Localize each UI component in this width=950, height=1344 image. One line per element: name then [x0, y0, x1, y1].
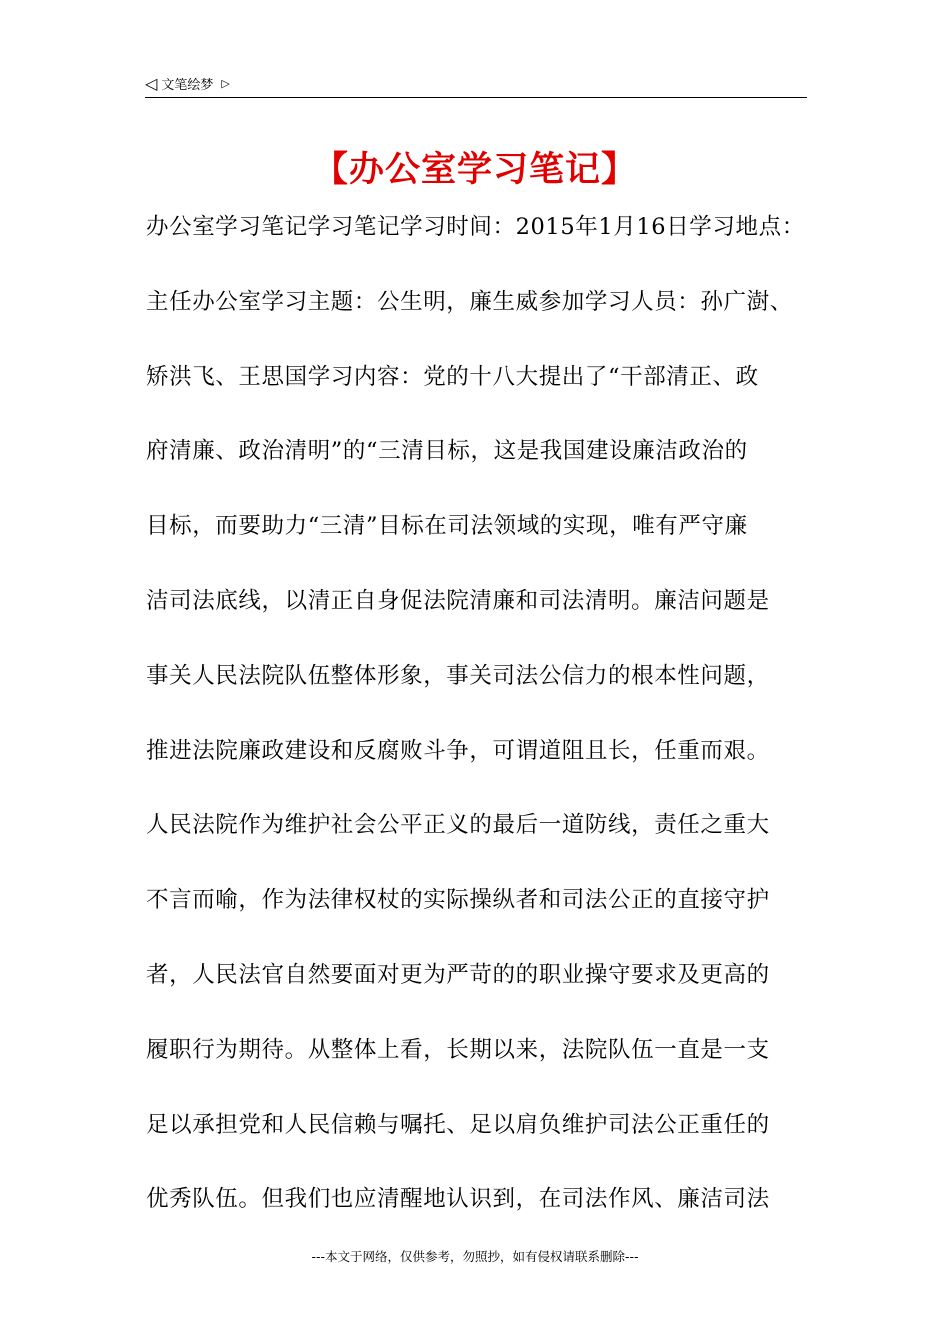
triangle-right-icon: ▷: [221, 77, 230, 90]
body-line: 不言而喻，作为法律权杖的实际操纵者和司法公正的直接守护: [146, 887, 770, 914]
body-line: 矫洪飞、王思国学习内容：党的十八大提出了“干部清正、政: [146, 363, 759, 390]
body-line: 府清廉、政治清明”的“三清目标，这是我国建设廉洁政治的: [146, 438, 748, 465]
body-line: 人民法院作为维护社会公平正义的最后一道防线，责任之重大: [146, 812, 770, 839]
body-line: 足以承担党和人民信赖与嘱托、足以肩负维护司法公正重任的: [146, 1111, 770, 1138]
page-footer: ---本文于网络，仅供参考，勿照抄，如有侵权请联系删除---: [311, 1249, 639, 1264]
header-rule: [145, 97, 807, 98]
body-line: 主任办公室学习主题：公生明，廉生威参加学习人员：孙广澍、: [146, 288, 793, 315]
body-line: 优秀队伍。但我们也应清醒地认识到，在司法作风、廉洁司法: [146, 1186, 770, 1213]
page-header: [145, 74, 230, 93]
body-line: 洁司法底线，以清正自身促法院清廉和司法清明。廉洁问题是: [146, 587, 770, 614]
body-line: 事关人民法院队伍整体形象，事关司法公信力的根本性问题，: [146, 662, 770, 689]
body-line: 履职行为期待。从整体上看，长期以来，法院队伍一直是一支: [146, 1036, 770, 1063]
triangle-left-icon: ◁: [145, 73, 158, 93]
body-line: 者，人民法官自然要面对更为严苛的的职业操守要求及更高的: [146, 961, 770, 988]
document-body: [146, 209, 826, 1256]
document-title: 【办公室学习笔记】: [312, 150, 637, 190]
body-line: 推进法院廉政建设和反腐败斗争，可谓道阻且长，任重而艰。: [146, 737, 770, 764]
header-text: 文笔绘梦: [161, 78, 214, 93]
body-line: 目标，而要助力“三清”目标在司法领域的实现，唯有严守廉: [146, 513, 748, 540]
body-line: 办公室学习笔记学习笔记学习时间：2015年1月16日学习地点：: [146, 214, 805, 240]
